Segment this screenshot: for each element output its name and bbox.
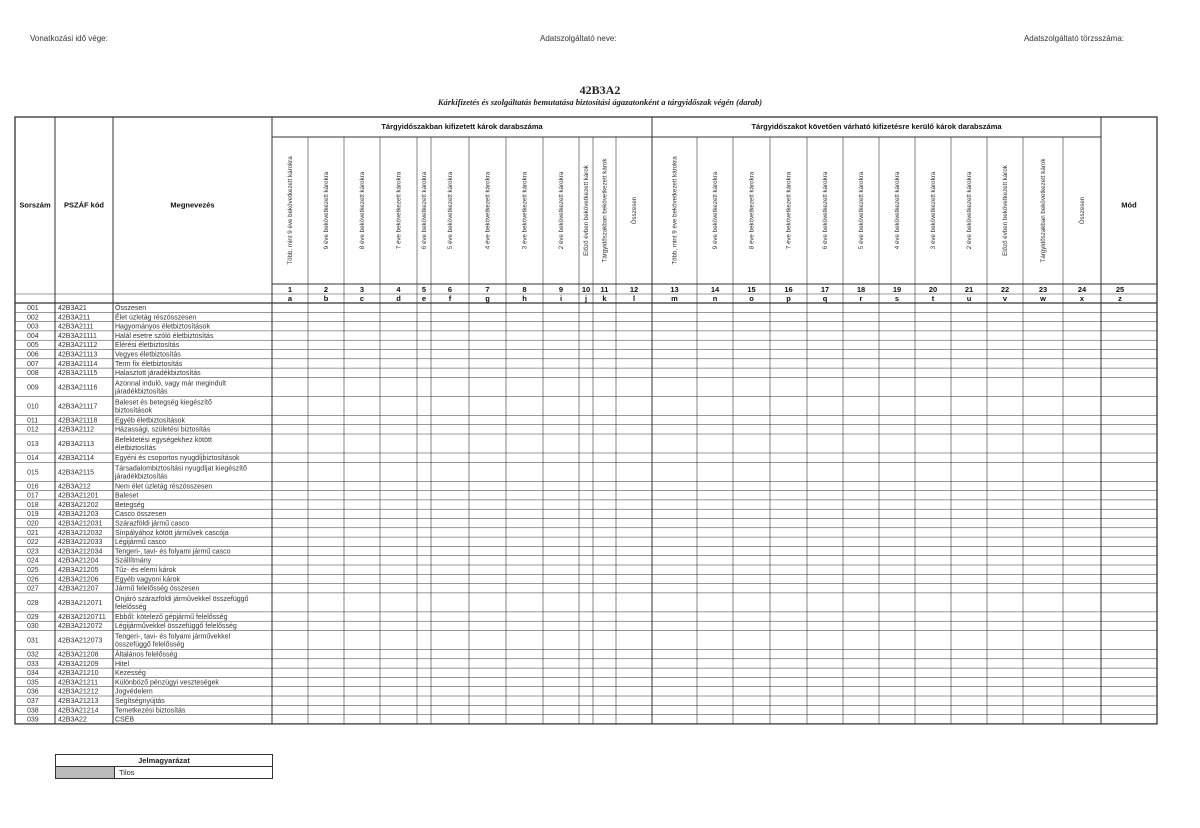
row-name: Vegyes életbiztosítás bbox=[115, 351, 181, 359]
col-letter: b bbox=[323, 294, 329, 303]
row-pszaf-code: 42B3A21 bbox=[58, 305, 87, 312]
col-vertical-header: 5 éve bekövetkezett károkra bbox=[447, 171, 454, 250]
col-letter: g bbox=[485, 294, 490, 303]
row-name: biztosítások bbox=[115, 407, 152, 415]
row-pszaf-code: 42B3A2120711 bbox=[58, 613, 106, 621]
row-name: Azonnal induló, vagy már megindult bbox=[115, 380, 226, 388]
row-sorszam: 024 bbox=[27, 557, 39, 565]
row-name: Jogvédelem bbox=[115, 688, 153, 696]
row-name: Szállítmány bbox=[115, 557, 152, 565]
col-vertical-header: 3 éve bekövetkezett károkra bbox=[930, 171, 937, 250]
row-pszaf-code: 42B3A211 bbox=[58, 314, 91, 322]
row-sorszam: 025 bbox=[27, 567, 39, 574]
col-vertical-header: 6 éve bekövetkezett károkra bbox=[421, 171, 428, 250]
col-letter: t bbox=[931, 294, 935, 303]
row-name: életbiztosítás bbox=[115, 445, 156, 452]
col-number: 1 bbox=[287, 285, 293, 294]
header-provider-id: Adatszolgáltató törzsszáma: bbox=[1023, 34, 1124, 43]
page-title: 42B3A2 bbox=[579, 83, 621, 97]
row-name: Ebből: kötelező gépjármű felelősség bbox=[115, 613, 228, 621]
row-name: Temetkezési biztosítás bbox=[115, 707, 186, 715]
row-name: Segítségnyújtás bbox=[115, 698, 165, 705]
row-pszaf-code: 42B3A21112 bbox=[58, 342, 98, 350]
row-name: Jármű felelősség összesen bbox=[115, 585, 200, 593]
row-name: Baleset és betegség kiegészítő bbox=[115, 399, 212, 407]
col-letter: i bbox=[559, 294, 563, 303]
col-letter: l bbox=[632, 294, 636, 303]
row-pszaf-code: 42B3A212033 bbox=[58, 539, 103, 547]
col-number: 24 bbox=[1077, 285, 1087, 294]
row-sorszam: 021 bbox=[27, 529, 39, 537]
row-name: Egyéb életbiztosítások bbox=[115, 417, 186, 425]
col-letter: k bbox=[602, 294, 607, 303]
col-number: 21 bbox=[964, 285, 974, 294]
row-sorszam: 012 bbox=[27, 426, 39, 434]
row-sorszam: 002 bbox=[27, 314, 39, 322]
col-vertical-header: 2 éve bekövetkezett károkra bbox=[966, 171, 973, 250]
col-sorszam-header: Sorszám bbox=[19, 200, 51, 210]
row-name: Halál esetre szóló életbiztosítás bbox=[115, 332, 214, 340]
col-letter: c bbox=[359, 294, 365, 303]
header-period-end: Vonatkozási idő vége: bbox=[30, 34, 108, 43]
col-letter: z bbox=[1118, 294, 1122, 303]
col-number: 9 bbox=[558, 285, 564, 294]
row-pszaf-code: 42B3A21115 bbox=[58, 370, 98, 378]
col-letter: o bbox=[749, 294, 754, 303]
row-pszaf-code: 42B3A21116 bbox=[58, 384, 98, 392]
row-pszaf-code: 42B3A21202 bbox=[58, 501, 99, 509]
col-vertical-header: Tárgyidőszakban bekövetkezett károk bbox=[601, 158, 609, 263]
col-vertical-header: 7 éve bekövetkezett károkra bbox=[395, 171, 403, 250]
row-name: Hitel bbox=[115, 660, 130, 668]
col-letter: f bbox=[448, 294, 452, 303]
col-number: 16 bbox=[784, 285, 793, 294]
group1-header: Tárgyidőszakban kifizetett károk darabszáma bbox=[381, 122, 543, 131]
row-sorszam: 032 bbox=[27, 651, 39, 659]
row-sorszam: 019 bbox=[27, 511, 39, 519]
row-sorszam: 008 bbox=[27, 370, 39, 378]
col-vertical-header: Összesen bbox=[1079, 196, 1086, 225]
col-letter: v bbox=[1002, 294, 1008, 303]
row-name: Szárazföldi jármű casco bbox=[115, 520, 190, 528]
col-number: 18 bbox=[856, 285, 866, 294]
row-pszaf-code: 42B3A2114 bbox=[58, 455, 95, 462]
col-vertical-header: 8 éve bekövetkezett károkra bbox=[748, 171, 756, 250]
row-sorszam: 037 bbox=[27, 698, 39, 705]
row-pszaf-code: 42B3A212071 bbox=[58, 599, 103, 607]
col-vertical-header: 4 éve bekövetkezett károkra bbox=[894, 171, 901, 250]
row-name: felelősség bbox=[115, 603, 147, 611]
row-pszaf-code: 42B3A2115 bbox=[58, 469, 95, 477]
col-letter: u bbox=[966, 294, 972, 303]
row-name: járadékbiztosítás bbox=[115, 473, 168, 481]
group2-header: Tárgyidőszakot követően várható kifizetésre kerülő károk darabszáma bbox=[751, 122, 1002, 131]
col-letter: d bbox=[396, 294, 401, 303]
row-sorszam: 028 bbox=[27, 599, 39, 607]
col-mod-header: Mód bbox=[1121, 200, 1137, 210]
row-sorszam: 020 bbox=[27, 520, 39, 528]
row-name: Kezesség bbox=[115, 670, 146, 678]
legend-item-label: Tilos bbox=[119, 768, 135, 777]
row-name: Önjáró szárazföldi járművekkel összefüggő bbox=[115, 595, 249, 603]
col-number: 10 bbox=[581, 285, 591, 294]
col-vertical-header: 4 éve bekövetkezett károkra bbox=[484, 171, 492, 250]
row-pszaf-code: 42B3A21203 bbox=[58, 511, 99, 519]
col-number: 5 bbox=[421, 285, 427, 294]
row-sorszam: 006 bbox=[27, 351, 39, 359]
col-number: 4 bbox=[396, 285, 401, 294]
col-number: 3 bbox=[359, 285, 365, 294]
row-name: Légijármű casco bbox=[115, 539, 166, 547]
col-number: 25 bbox=[1115, 285, 1125, 294]
col-vertical-header: 9 éve bekövetkezett károkra bbox=[712, 171, 719, 250]
col-number: 15 bbox=[747, 285, 756, 294]
row-pszaf-code: 42B3A21205 bbox=[58, 567, 99, 574]
row-sorszam: 001 bbox=[27, 305, 39, 312]
row-pszaf-code: 42B3A21113 bbox=[58, 351, 98, 359]
col-pszaf-header: PSZÁF kód bbox=[63, 200, 105, 210]
row-name: Összesen bbox=[115, 305, 147, 312]
row-pszaf-code: 42B3A2111 bbox=[58, 323, 94, 331]
row-pszaf-code: 42B3A2112 bbox=[58, 426, 95, 434]
row-name: Elérési életbiztosítás bbox=[115, 342, 180, 350]
row-sorszam: 013 bbox=[27, 441, 39, 448]
row-pszaf-code: 42B3A212073 bbox=[58, 637, 103, 645]
row-name: járadékbiztosítás bbox=[115, 388, 168, 396]
col-vertical-header: 9 éve bekövetkezett károkra bbox=[323, 171, 330, 250]
row-pszaf-code: 42B3A21211 bbox=[58, 679, 98, 687]
row-sorszam: 007 bbox=[27, 360, 39, 368]
row-name: Tengeri-, tavi- és folyami jármű casco bbox=[115, 548, 231, 556]
row-pszaf-code: 42B3A212032 bbox=[58, 529, 103, 537]
col-letter: p bbox=[786, 294, 791, 303]
row-name: Befektetési egységekhez kötött bbox=[115, 437, 212, 444]
row-sorszam: 003 bbox=[27, 323, 39, 331]
row-sorszam: 031 bbox=[27, 637, 39, 645]
col-letter: h bbox=[522, 294, 527, 303]
col-number: 8 bbox=[522, 285, 527, 294]
header-provider-name: Adatszolgáltató neve: bbox=[540, 34, 617, 43]
row-pszaf-code: 42B3A21212 bbox=[58, 688, 99, 696]
legend bbox=[55, 754, 273, 779]
row-pszaf-code: 42B3A2113 bbox=[58, 441, 95, 448]
row-sorszam: 004 bbox=[27, 332, 39, 340]
col-vertical-header: 2 éve bekövetkezett károkra bbox=[558, 171, 565, 250]
page-subtitle: Kárkifizetés és szolgáltatás bemutatása biztosítási ágazatonként a tárgyidőszak végén (darab) bbox=[437, 97, 763, 107]
col-vertical-header: 3 éve bekövetkezett károkra bbox=[521, 171, 529, 250]
row-pszaf-code: 42B3A21114 bbox=[58, 360, 98, 368]
row-name: Egyéni és csoportos nyugdíjbiztosítások bbox=[115, 455, 240, 462]
row-pszaf-code: 42B3A21214 bbox=[58, 707, 99, 715]
row-pszaf-code: 42B3A21201 bbox=[58, 492, 99, 500]
row-sorszam: 026 bbox=[27, 576, 39, 584]
row-pszaf-code: 42B3A21117 bbox=[58, 403, 98, 411]
col-letter: m bbox=[671, 294, 678, 303]
row-sorszam: 015 bbox=[27, 469, 39, 477]
row-pszaf-code: 42B3A21204 bbox=[58, 557, 99, 565]
row-pszaf-code: 42B3A21207 bbox=[58, 585, 99, 593]
row-pszaf-code: 42B3A21208 bbox=[58, 651, 99, 659]
row-pszaf-code: 42B3A212031 bbox=[58, 520, 103, 528]
row-name: Tengeri-, tavi- és folyami járművekkel bbox=[115, 633, 231, 641]
col-vertical-header: Összesen bbox=[631, 196, 638, 225]
col-number: 6 bbox=[447, 285, 453, 294]
row-name: Sínpályához kötött járművek cascója bbox=[115, 529, 229, 537]
row-sorszam: 014 bbox=[27, 455, 39, 462]
row-pszaf-code: 42B3A21118 bbox=[58, 417, 98, 425]
row-name: Általános felelősség bbox=[115, 651, 178, 659]
row-pszaf-code: 42B3A21213 bbox=[58, 698, 99, 705]
col-letter: x bbox=[1079, 294, 1085, 303]
row-name: Légijárművekkel összefüggő felelősség bbox=[115, 623, 237, 631]
row-name: Halasztott járadékbiztosítás bbox=[115, 370, 201, 378]
row-name: Baleset bbox=[115, 492, 139, 500]
row-sorszam: 038 bbox=[27, 707, 39, 715]
col-vertical-header: 7 éve bekövetkezett károkra bbox=[785, 171, 793, 250]
col-vertical-header: Több, mint 9 éve bekövetkezett károkra bbox=[287, 156, 294, 265]
row-sorszam: 018 bbox=[27, 501, 39, 509]
row-name: Élet üzletág részösszesen bbox=[115, 314, 197, 322]
row-name: Term fix életbiztosítás bbox=[115, 360, 183, 368]
col-vertical-header: Tárgyidőszakban bekövetkezett károk bbox=[1040, 158, 1047, 263]
row-sorszam: 030 bbox=[27, 623, 39, 631]
col-letter: r bbox=[859, 294, 863, 303]
row-sorszam: 017 bbox=[27, 492, 39, 500]
row-name: Házassági, születési biztosítás bbox=[115, 426, 211, 434]
col-letter: a bbox=[287, 294, 293, 303]
col-letter: s bbox=[894, 294, 900, 303]
row-sorszam: 035 bbox=[27, 679, 39, 687]
col-letter: q bbox=[822, 294, 828, 303]
col-vertical-header: Több, mint 9 éve bekövetkezett károkra bbox=[671, 156, 679, 265]
row-name: Egyéb vagyoni károk bbox=[115, 576, 180, 584]
col-letter: e bbox=[421, 294, 427, 303]
col-number: 7 bbox=[485, 285, 490, 294]
col-vertical-header: Előző évben bekövetkezett károk bbox=[583, 165, 590, 256]
row-sorszam: 027 bbox=[27, 585, 39, 593]
col-letter: n bbox=[712, 294, 718, 303]
row-sorszam: 029 bbox=[27, 613, 39, 621]
col-megnevezes-header: Megnevezés bbox=[170, 200, 215, 210]
col-number: 20 bbox=[928, 285, 938, 294]
col-letter: j bbox=[584, 294, 588, 303]
row-name: Tűz- és elemi károk bbox=[115, 567, 177, 574]
col-vertical-header: 8 éve bekövetkezett károkra bbox=[359, 171, 366, 250]
row-pszaf-code: 42B3A21111 bbox=[58, 332, 97, 340]
col-number: 12 bbox=[629, 285, 639, 294]
row-sorszam: 023 bbox=[27, 548, 39, 556]
row-sorszam: 010 bbox=[27, 403, 39, 411]
row-sorszam: 039 bbox=[27, 716, 39, 724]
col-letter: w bbox=[1040, 294, 1046, 303]
row-sorszam: 034 bbox=[27, 670, 39, 678]
col-number: 11 bbox=[600, 285, 609, 294]
row-name: Különböző pénzügyi veszteségek bbox=[115, 679, 219, 687]
col-number: 14 bbox=[710, 285, 720, 294]
row-name: Casco összesen bbox=[115, 511, 167, 519]
row-pszaf-code: 42B3A212034 bbox=[58, 548, 103, 556]
col-number: 19 bbox=[892, 285, 902, 294]
row-name: Betegség bbox=[115, 501, 145, 509]
col-vertical-header: Előző évben bekövetkezett károk bbox=[1002, 165, 1009, 256]
row-pszaf-code: 42B3A21209 bbox=[58, 660, 99, 668]
row-name: összefüggő felelősség bbox=[115, 641, 185, 649]
col-vertical-header: 5 éve bekövetkezett károkra bbox=[858, 171, 865, 250]
legend-swatch bbox=[56, 767, 115, 778]
row-pszaf-code: 42B3A21206 bbox=[58, 576, 99, 584]
row-pszaf-code: 42B3A21210 bbox=[58, 670, 99, 678]
row-pszaf-code: 42B3A22 bbox=[58, 716, 87, 724]
legend-title: Jelmagyarázat bbox=[56, 755, 272, 767]
row-sorszam: 011 bbox=[27, 417, 39, 425]
col-vertical-header: 6 éve bekövetkezett károkra bbox=[822, 171, 829, 250]
row-sorszam: 022 bbox=[27, 539, 39, 547]
row-sorszam: 033 bbox=[27, 660, 39, 668]
col-number: 2 bbox=[323, 285, 329, 294]
col-number: 17 bbox=[820, 285, 830, 294]
row-sorszam: 005 bbox=[27, 342, 39, 350]
row-sorszam: 036 bbox=[27, 688, 39, 696]
legend-item bbox=[56, 767, 272, 778]
row-pszaf-code: 42B3A212 bbox=[58, 483, 91, 491]
col-number: 22 bbox=[1000, 285, 1010, 294]
col-number: 23 bbox=[1038, 285, 1048, 294]
col-number: 13 bbox=[670, 285, 679, 294]
row-name: CSEB bbox=[115, 716, 135, 724]
row-name: Hagyományos életbiztosítások bbox=[115, 323, 210, 331]
row-sorszam: 016 bbox=[27, 483, 39, 491]
row-sorszam: 009 bbox=[27, 384, 39, 392]
row-name: Társadalombiztosítási nyugdíjat kiegészítő bbox=[115, 465, 247, 473]
row-name: Nem élet üzletág részösszesen bbox=[115, 483, 213, 491]
row-pszaf-code: 42B3A212072 bbox=[58, 623, 103, 631]
